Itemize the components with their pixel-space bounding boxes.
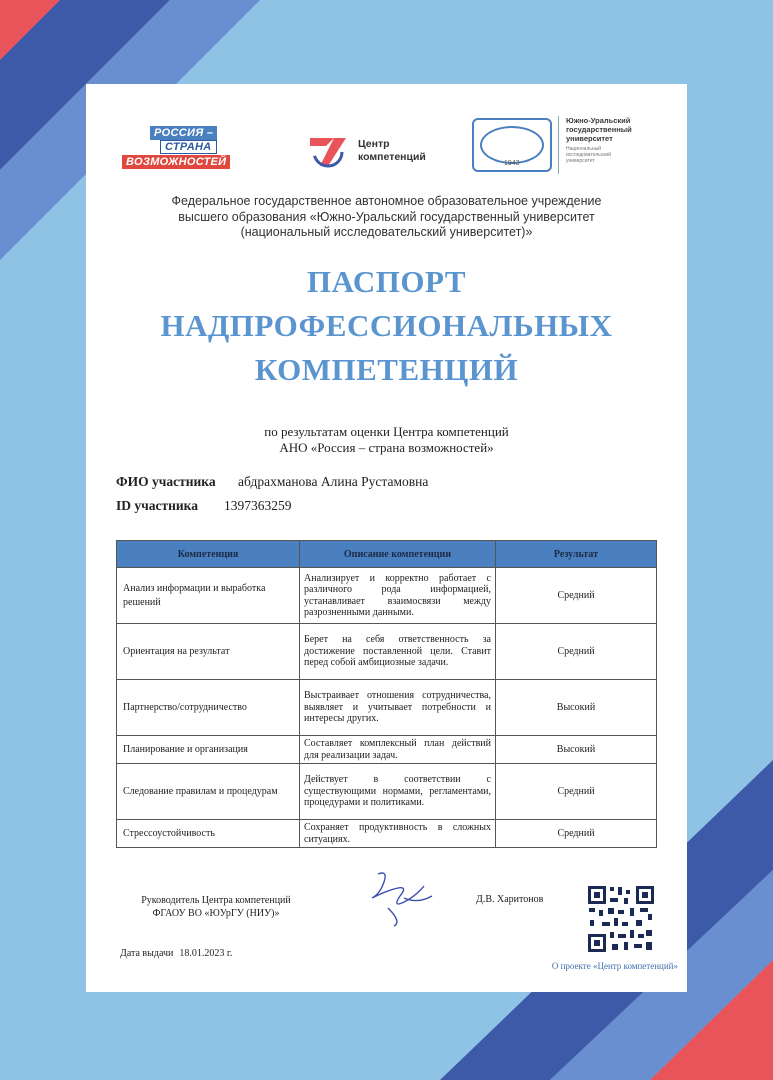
description-cell: Берет на себя ответственность за достижение поставленной цели. Ставит перед собой амбициозные задачи. xyxy=(300,624,496,680)
result-cell: Высокий xyxy=(496,736,657,764)
table-row xyxy=(117,820,657,848)
competence-cell: Планирование и организация xyxy=(117,736,300,764)
competence-cell: Ориентация на результат xyxy=(117,624,300,680)
center-logo-line1: Центр xyxy=(358,138,390,150)
result-cell: Средний xyxy=(496,568,657,624)
participant-fio xyxy=(116,474,429,490)
header-description: Описание компетенции xyxy=(300,541,496,568)
result-cell: Средний xyxy=(496,764,657,820)
fio-value: абдрахманова Алина Рустамовна xyxy=(238,474,429,489)
competence-cell: Анализ информации и выработка решений xyxy=(117,568,300,624)
competence-center-logo xyxy=(304,130,454,170)
result-cell: Средний xyxy=(496,820,657,848)
qr-caption-link[interactable]: О проекте «Центр компетенций» xyxy=(551,961,678,971)
description-cell: Выстраивает отношения сотрудничества, выявляет и учитывает потребности и интересы других. xyxy=(300,680,496,736)
header-competence: Компетенция xyxy=(117,541,300,568)
handwritten-signature-icon xyxy=(358,868,448,928)
table-row xyxy=(117,680,657,736)
russia-logo-line2: СТРАНА xyxy=(160,140,217,154)
result-cell: Высокий xyxy=(496,680,657,736)
table-row xyxy=(117,624,657,680)
issue-date-value: 18.01.2023 г. xyxy=(179,948,233,959)
table-row xyxy=(117,568,657,624)
competence-cell: Следование правилам и процедурам xyxy=(117,764,300,820)
russia-logo-line3: ВОЗМОЖНОСТЕЙ xyxy=(122,155,230,169)
description-cell: Анализирует и корректно работает с различного рода информацией, устанавливает взаимосвязи между разрозненными данными. xyxy=(300,568,496,624)
description-cell: Действует в соответствии с существующими нормами, регламентами, процедурами и политиками. xyxy=(300,764,496,820)
description-cell: Составляет комплексный план действий для реализации задач. xyxy=(300,736,496,764)
susu-logo xyxy=(472,116,662,176)
russia-land-of-opportunity-logo xyxy=(122,126,240,172)
signer-position: Руководитель Центра компетенций ФГАОУ ВО «ЮУрГУ (НИУ)» xyxy=(141,895,291,919)
susu-name: Южно-Уральский государственный университет xyxy=(566,116,632,143)
passport-sheet xyxy=(86,84,687,992)
center-of-competencies-logo-icon xyxy=(304,130,352,170)
susu-year: 1943 xyxy=(504,160,520,167)
document-subtitle: по результатам оценки Центра компетенций АНО «Россия – страна возможностей» xyxy=(264,424,509,455)
header-result: Результат xyxy=(496,541,657,568)
id-label: ID участника xyxy=(116,498,198,513)
competence-table xyxy=(116,540,657,848)
table-header-row xyxy=(117,541,657,568)
russia-logo-line1: РОССИЯ – xyxy=(150,126,217,140)
participant-id xyxy=(116,498,292,514)
competence-cell: Партнерство/сотрудничество xyxy=(117,680,300,736)
qr-code-icon[interactable] xyxy=(586,884,656,954)
table-row xyxy=(117,736,657,764)
organization-name: Федеральное государственное автономное образовательное учреждение высшего образования «Южно-Уральский государственный университет (национальный исследовательский университет)» xyxy=(171,194,602,239)
result-cell: Средний xyxy=(496,624,657,680)
center-logo-line2: компетенций xyxy=(358,151,426,163)
issue-date-label: Дата выдачи xyxy=(120,948,174,959)
table-row xyxy=(117,764,657,820)
susu-subtitle: Национальный исследовательский университет xyxy=(566,146,611,164)
logo-divider xyxy=(558,116,559,174)
competence-cell: Стрессоустойчивость xyxy=(117,820,300,848)
id-value: 1397363259 xyxy=(224,498,292,513)
document-title: ПАСПОРТ НАДПРОФЕССИОНАЛЬНЫХ КОМПЕТЕНЦИЙ xyxy=(160,264,613,387)
issue-date xyxy=(120,948,232,959)
description-cell: Сохраняет продуктивность в сложных ситуациях. xyxy=(300,820,496,848)
fio-label: ФИО участника xyxy=(116,474,216,489)
signer-name: Д.В. Харитонов xyxy=(476,894,544,905)
